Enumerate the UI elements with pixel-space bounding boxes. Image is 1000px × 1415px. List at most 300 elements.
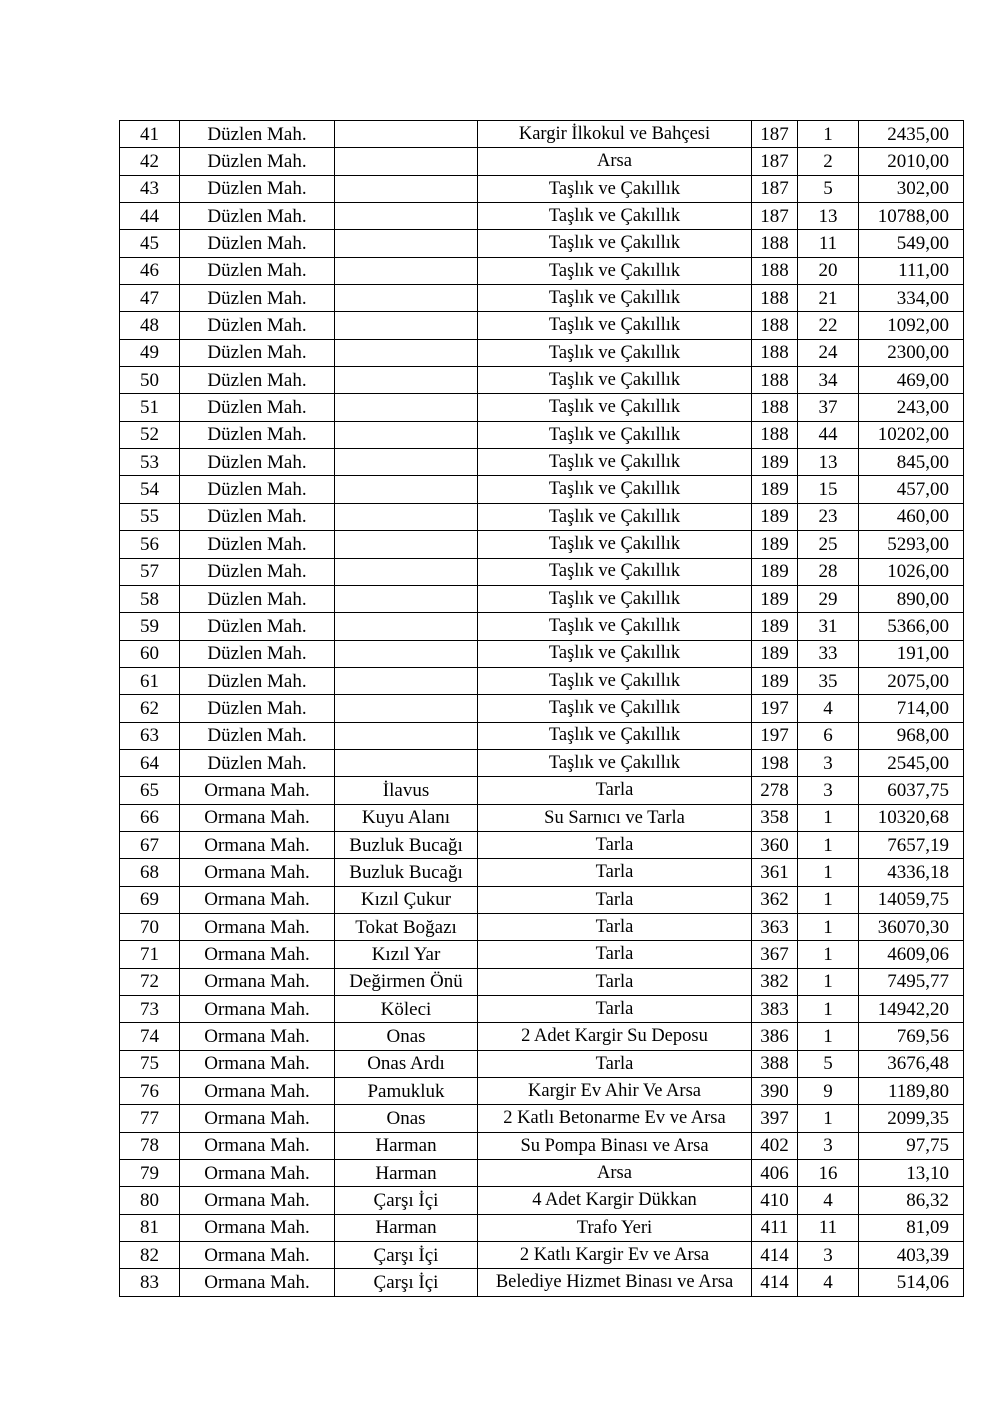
- locality-cell: [335, 667, 478, 694]
- neighborhood-cell: Düzlen Mah.: [180, 203, 335, 230]
- row-number-cell: 77: [120, 1105, 180, 1132]
- area-cell: 968,00: [859, 722, 964, 749]
- parcel-number-cell: 1: [798, 886, 859, 913]
- parcel-number-cell: 1: [798, 121, 859, 148]
- table-row: [120, 941, 964, 968]
- neighborhood-cell: Düzlen Mah.: [180, 285, 335, 312]
- area-cell: 4336,18: [859, 859, 964, 886]
- locality-cell: [335, 394, 478, 421]
- neighborhood-cell: Ormana Mah.: [180, 777, 335, 804]
- neighborhood-cell: Ormana Mah.: [180, 941, 335, 968]
- row-number-cell: 82: [120, 1242, 180, 1269]
- table-row: [120, 695, 964, 722]
- area-cell: 2300,00: [859, 339, 964, 366]
- property-type-cell: Taşlık ve Çakıllık: [478, 667, 752, 694]
- block-number-cell: 188: [752, 367, 798, 394]
- table-row: [120, 886, 964, 913]
- row-number-cell: 78: [120, 1132, 180, 1159]
- parcel-number-cell: 2: [798, 148, 859, 175]
- block-number-cell: 188: [752, 339, 798, 366]
- row-number-cell: 65: [120, 777, 180, 804]
- block-number-cell: 188: [752, 312, 798, 339]
- block-number-cell: 197: [752, 695, 798, 722]
- property-type-cell: Taşlık ve Çakıllık: [478, 367, 752, 394]
- property-type-cell: Taşlık ve Çakıllık: [478, 312, 752, 339]
- neighborhood-cell: Ormana Mah.: [180, 1187, 335, 1214]
- property-type-cell: Tarla: [478, 886, 752, 913]
- parcel-number-cell: 1: [798, 1023, 859, 1050]
- table-row: [120, 1214, 964, 1241]
- locality-cell: Çarşı İçi: [335, 1269, 478, 1296]
- parcel-number-cell: 1: [798, 859, 859, 886]
- locality-cell: [335, 476, 478, 503]
- row-number-cell: 48: [120, 312, 180, 339]
- block-number-cell: 367: [752, 941, 798, 968]
- neighborhood-cell: Düzlen Mah.: [180, 749, 335, 776]
- parcel-number-cell: 21: [798, 285, 859, 312]
- row-number-cell: 80: [120, 1187, 180, 1214]
- table-row: [120, 585, 964, 612]
- locality-cell: Çarşı İçi: [335, 1242, 478, 1269]
- locality-cell: İlavus: [335, 777, 478, 804]
- locality-cell: [335, 175, 478, 202]
- row-number-cell: 45: [120, 230, 180, 257]
- area-cell: 1026,00: [859, 558, 964, 585]
- table-row: [120, 257, 964, 284]
- locality-cell: [335, 449, 478, 476]
- locality-cell: [335, 148, 478, 175]
- locality-cell: [335, 312, 478, 339]
- property-type-cell: Kargir Ev Ahir Ve Arsa: [478, 1078, 752, 1105]
- neighborhood-cell: Düzlen Mah.: [180, 148, 335, 175]
- block-number-cell: 360: [752, 831, 798, 858]
- property-type-cell: 4 Adet Kargir Dükkan: [478, 1187, 752, 1214]
- property-type-cell: Arsa: [478, 1160, 752, 1187]
- table-row: [120, 121, 964, 148]
- property-type-cell: Trafo Yeri: [478, 1214, 752, 1241]
- locality-cell: Buzluk Bucağı: [335, 831, 478, 858]
- neighborhood-cell: Düzlen Mah.: [180, 121, 335, 148]
- locality-cell: Tokat Boğazı: [335, 913, 478, 940]
- row-number-cell: 44: [120, 203, 180, 230]
- block-number-cell: 188: [752, 230, 798, 257]
- table-row: [120, 1187, 964, 1214]
- table-row: [120, 1023, 964, 1050]
- area-cell: 81,09: [859, 1214, 964, 1241]
- neighborhood-cell: Düzlen Mah.: [180, 613, 335, 640]
- table-row: [120, 749, 964, 776]
- block-number-cell: 358: [752, 804, 798, 831]
- area-cell: 2075,00: [859, 667, 964, 694]
- block-number-cell: 187: [752, 175, 798, 202]
- table-row: [120, 722, 964, 749]
- locality-cell: [335, 640, 478, 667]
- area-cell: 2435,00: [859, 121, 964, 148]
- property-type-cell: Taşlık ve Çakıllık: [478, 230, 752, 257]
- row-number-cell: 55: [120, 503, 180, 530]
- property-type-cell: Kargir İlkokul ve Bahçesi: [478, 121, 752, 148]
- block-number-cell: 187: [752, 121, 798, 148]
- property-type-cell: Tarla: [478, 1050, 752, 1077]
- row-number-cell: 42: [120, 148, 180, 175]
- area-cell: 549,00: [859, 230, 964, 257]
- row-number-cell: 58: [120, 585, 180, 612]
- property-type-cell: Taşlık ve Çakıllık: [478, 503, 752, 530]
- parcel-number-cell: 3: [798, 749, 859, 776]
- block-number-cell: 189: [752, 640, 798, 667]
- property-type-cell: Taşlık ve Çakıllık: [478, 531, 752, 558]
- parcel-number-cell: 3: [798, 1132, 859, 1159]
- property-type-cell: Taşlık ve Çakıllık: [478, 175, 752, 202]
- neighborhood-cell: Düzlen Mah.: [180, 367, 335, 394]
- property-type-cell: Taşlık ve Çakıllık: [478, 695, 752, 722]
- parcel-number-cell: 1: [798, 831, 859, 858]
- area-cell: 1189,80: [859, 1078, 964, 1105]
- property-type-cell: Belediye Hizmet Binası ve Arsa: [478, 1269, 752, 1296]
- row-number-cell: 62: [120, 695, 180, 722]
- table-row: [120, 859, 964, 886]
- row-number-cell: 43: [120, 175, 180, 202]
- row-number-cell: 50: [120, 367, 180, 394]
- neighborhood-cell: Düzlen Mah.: [180, 558, 335, 585]
- parcel-number-cell: 29: [798, 585, 859, 612]
- block-number-cell: 362: [752, 886, 798, 913]
- neighborhood-cell: Düzlen Mah.: [180, 449, 335, 476]
- block-number-cell: 189: [752, 667, 798, 694]
- area-cell: 2545,00: [859, 749, 964, 776]
- locality-cell: [335, 613, 478, 640]
- property-type-cell: Taşlık ve Çakıllık: [478, 476, 752, 503]
- row-number-cell: 66: [120, 804, 180, 831]
- block-number-cell: 414: [752, 1242, 798, 1269]
- parcel-number-cell: 6: [798, 722, 859, 749]
- table-body: [120, 121, 964, 1297]
- locality-cell: Değirmen Önü: [335, 968, 478, 995]
- row-number-cell: 51: [120, 394, 180, 421]
- parcel-number-cell: 11: [798, 1214, 859, 1241]
- row-number-cell: 63: [120, 722, 180, 749]
- neighborhood-cell: Düzlen Mah.: [180, 257, 335, 284]
- parcel-number-cell: 15: [798, 476, 859, 503]
- locality-cell: Kızıl Çukur: [335, 886, 478, 913]
- row-number-cell: 76: [120, 1078, 180, 1105]
- property-type-cell: Taşlık ve Çakıllık: [478, 257, 752, 284]
- property-type-cell: 2 Katlı Betonarme Ev ve Arsa: [478, 1105, 752, 1132]
- row-number-cell: 79: [120, 1160, 180, 1187]
- property-type-cell: Tarla: [478, 968, 752, 995]
- area-cell: 4609,06: [859, 941, 964, 968]
- row-number-cell: 72: [120, 968, 180, 995]
- neighborhood-cell: Ormana Mah.: [180, 804, 335, 831]
- property-type-cell: Taşlık ve Çakıllık: [478, 394, 752, 421]
- parcel-number-cell: 24: [798, 339, 859, 366]
- area-cell: 10788,00: [859, 203, 964, 230]
- table-row: [120, 968, 964, 995]
- parcel-number-cell: 3: [798, 1242, 859, 1269]
- locality-cell: [335, 558, 478, 585]
- locality-cell: [335, 503, 478, 530]
- area-cell: 334,00: [859, 285, 964, 312]
- block-number-cell: 406: [752, 1160, 798, 1187]
- neighborhood-cell: Düzlen Mah.: [180, 339, 335, 366]
- area-cell: 469,00: [859, 367, 964, 394]
- table-row: [120, 285, 964, 312]
- table-row: [120, 996, 964, 1023]
- locality-cell: [335, 121, 478, 148]
- block-number-cell: 198: [752, 749, 798, 776]
- area-cell: 2010,00: [859, 148, 964, 175]
- neighborhood-cell: Ormana Mah.: [180, 996, 335, 1023]
- area-cell: 890,00: [859, 585, 964, 612]
- locality-cell: [335, 722, 478, 749]
- area-cell: 3676,48: [859, 1050, 964, 1077]
- neighborhood-cell: Düzlen Mah.: [180, 394, 335, 421]
- neighborhood-cell: Düzlen Mah.: [180, 230, 335, 257]
- neighborhood-cell: Ormana Mah.: [180, 1214, 335, 1241]
- table-row: [120, 531, 964, 558]
- row-number-cell: 74: [120, 1023, 180, 1050]
- locality-cell: Pamukluk: [335, 1078, 478, 1105]
- property-type-cell: Su Pompa Binası ve Arsa: [478, 1132, 752, 1159]
- block-number-cell: 361: [752, 859, 798, 886]
- area-cell: 14059,75: [859, 886, 964, 913]
- area-cell: 97,75: [859, 1132, 964, 1159]
- neighborhood-cell: Ormana Mah.: [180, 859, 335, 886]
- parcel-number-cell: 1: [798, 996, 859, 1023]
- table-row: [120, 613, 964, 640]
- neighborhood-cell: Ormana Mah.: [180, 913, 335, 940]
- locality-cell: Köleci: [335, 996, 478, 1023]
- locality-cell: [335, 367, 478, 394]
- row-number-cell: 52: [120, 421, 180, 448]
- neighborhood-cell: Ormana Mah.: [180, 831, 335, 858]
- neighborhood-cell: Ormana Mah.: [180, 886, 335, 913]
- neighborhood-cell: Düzlen Mah.: [180, 585, 335, 612]
- locality-cell: [335, 257, 478, 284]
- parcel-number-cell: 1: [798, 913, 859, 940]
- row-number-cell: 81: [120, 1214, 180, 1241]
- table-row: [120, 1132, 964, 1159]
- parcel-number-cell: 20: [798, 257, 859, 284]
- parcel-number-cell: 44: [798, 421, 859, 448]
- parcel-number-cell: 1: [798, 804, 859, 831]
- table-row: [120, 1160, 964, 1187]
- table-row: [120, 503, 964, 530]
- table-row: [120, 312, 964, 339]
- neighborhood-cell: Düzlen Mah.: [180, 503, 335, 530]
- property-type-cell: Taşlık ve Çakıllık: [478, 558, 752, 585]
- property-type-cell: Tarla: [478, 777, 752, 804]
- neighborhood-cell: Ormana Mah.: [180, 1242, 335, 1269]
- property-type-cell: Taşlık ve Çakıllık: [478, 421, 752, 448]
- row-number-cell: 83: [120, 1269, 180, 1296]
- area-cell: 769,56: [859, 1023, 964, 1050]
- locality-cell: [335, 421, 478, 448]
- block-number-cell: 363: [752, 913, 798, 940]
- locality-cell: [335, 531, 478, 558]
- property-type-cell: Arsa: [478, 148, 752, 175]
- neighborhood-cell: Düzlen Mah.: [180, 531, 335, 558]
- row-number-cell: 64: [120, 749, 180, 776]
- area-cell: 5366,00: [859, 613, 964, 640]
- neighborhood-cell: Düzlen Mah.: [180, 640, 335, 667]
- parcel-number-cell: 34: [798, 367, 859, 394]
- property-type-cell: Tarla: [478, 941, 752, 968]
- area-cell: 460,00: [859, 503, 964, 530]
- property-type-cell: Tarla: [478, 996, 752, 1023]
- neighborhood-cell: Ormana Mah.: [180, 1050, 335, 1077]
- property-type-cell: 2 Katlı Kargir Ev ve Arsa: [478, 1242, 752, 1269]
- parcel-number-cell: 13: [798, 203, 859, 230]
- table-row: [120, 175, 964, 202]
- property-type-cell: Tarla: [478, 831, 752, 858]
- parcel-number-cell: 16: [798, 1160, 859, 1187]
- property-type-cell: Tarla: [478, 913, 752, 940]
- parcel-number-cell: 4: [798, 1187, 859, 1214]
- neighborhood-cell: Düzlen Mah.: [180, 421, 335, 448]
- row-number-cell: 75: [120, 1050, 180, 1077]
- block-number-cell: 188: [752, 285, 798, 312]
- area-cell: 14942,20: [859, 996, 964, 1023]
- locality-cell: Onas: [335, 1105, 478, 1132]
- parcel-number-cell: 25: [798, 531, 859, 558]
- row-number-cell: 60: [120, 640, 180, 667]
- locality-cell: Kızıl Yar: [335, 941, 478, 968]
- block-number-cell: 189: [752, 613, 798, 640]
- neighborhood-cell: Düzlen Mah.: [180, 695, 335, 722]
- row-number-cell: 59: [120, 613, 180, 640]
- table-row: [120, 367, 964, 394]
- block-number-cell: 189: [752, 585, 798, 612]
- block-number-cell: 383: [752, 996, 798, 1023]
- locality-cell: [335, 695, 478, 722]
- locality-cell: [335, 203, 478, 230]
- table-row: [120, 640, 964, 667]
- parcel-number-cell: 1: [798, 1105, 859, 1132]
- neighborhood-cell: Ormana Mah.: [180, 1132, 335, 1159]
- row-number-cell: 71: [120, 941, 180, 968]
- neighborhood-cell: Ormana Mah.: [180, 1160, 335, 1187]
- locality-cell: Onas Ardı: [335, 1050, 478, 1077]
- property-type-cell: Taşlık ve Çakıllık: [478, 613, 752, 640]
- table-row: [120, 804, 964, 831]
- area-cell: 302,00: [859, 175, 964, 202]
- property-type-cell: Taşlık ve Çakıllık: [478, 339, 752, 366]
- parcel-number-cell: 35: [798, 667, 859, 694]
- parcel-number-cell: 4: [798, 695, 859, 722]
- table-row: [120, 1050, 964, 1077]
- parcel-number-cell: 11: [798, 230, 859, 257]
- block-number-cell: 189: [752, 449, 798, 476]
- block-number-cell: 397: [752, 1105, 798, 1132]
- locality-cell: [335, 585, 478, 612]
- parcel-number-cell: 5: [798, 175, 859, 202]
- table-row: [120, 339, 964, 366]
- property-type-cell: Taşlık ve Çakıllık: [478, 585, 752, 612]
- row-number-cell: 57: [120, 558, 180, 585]
- row-number-cell: 67: [120, 831, 180, 858]
- table-row: [120, 394, 964, 421]
- property-type-cell: Tarla: [478, 859, 752, 886]
- table-row: [120, 203, 964, 230]
- parcel-number-cell: 3: [798, 777, 859, 804]
- property-type-cell: Taşlık ve Çakıllık: [478, 640, 752, 667]
- area-cell: 7495,77: [859, 968, 964, 995]
- property-type-cell: Taşlık ve Çakıllık: [478, 722, 752, 749]
- table-row: [120, 558, 964, 585]
- table-row: [120, 831, 964, 858]
- area-cell: 2099,35: [859, 1105, 964, 1132]
- property-type-cell: 2 Adet Kargir Su Deposu: [478, 1023, 752, 1050]
- block-number-cell: 188: [752, 421, 798, 448]
- area-cell: 36070,30: [859, 913, 964, 940]
- property-type-cell: Su Sarnıcı ve Tarla: [478, 804, 752, 831]
- neighborhood-cell: Düzlen Mah.: [180, 667, 335, 694]
- block-number-cell: 189: [752, 476, 798, 503]
- row-number-cell: 53: [120, 449, 180, 476]
- area-cell: 845,00: [859, 449, 964, 476]
- table-row: [120, 449, 964, 476]
- row-number-cell: 70: [120, 913, 180, 940]
- table-row: [120, 1242, 964, 1269]
- block-number-cell: 189: [752, 558, 798, 585]
- locality-cell: Harman: [335, 1132, 478, 1159]
- parcel-number-cell: 13: [798, 449, 859, 476]
- neighborhood-cell: Düzlen Mah.: [180, 312, 335, 339]
- row-number-cell: 49: [120, 339, 180, 366]
- locality-cell: [335, 339, 478, 366]
- table-row: [120, 421, 964, 448]
- locality-cell: Onas: [335, 1023, 478, 1050]
- block-number-cell: 390: [752, 1078, 798, 1105]
- locality-cell: Çarşı İçi: [335, 1187, 478, 1214]
- locality-cell: Buzluk Bucağı: [335, 859, 478, 886]
- locality-cell: Kuyu Alanı: [335, 804, 478, 831]
- row-number-cell: 41: [120, 121, 180, 148]
- locality-cell: [335, 749, 478, 776]
- area-cell: 714,00: [859, 695, 964, 722]
- parcel-number-cell: 1: [798, 941, 859, 968]
- area-cell: 10320,68: [859, 804, 964, 831]
- table-row: [120, 476, 964, 503]
- table-row: [120, 1105, 964, 1132]
- area-cell: 86,32: [859, 1187, 964, 1214]
- parcel-number-cell: 37: [798, 394, 859, 421]
- table-row: [120, 777, 964, 804]
- property-type-cell: Taşlık ve Çakıllık: [478, 449, 752, 476]
- block-number-cell: 188: [752, 257, 798, 284]
- neighborhood-cell: Ormana Mah.: [180, 1105, 335, 1132]
- row-number-cell: 56: [120, 531, 180, 558]
- area-cell: 111,00: [859, 257, 964, 284]
- parcel-number-cell: 31: [798, 613, 859, 640]
- block-number-cell: 411: [752, 1214, 798, 1241]
- block-number-cell: 189: [752, 503, 798, 530]
- property-type-cell: Taşlık ve Çakıllık: [478, 749, 752, 776]
- neighborhood-cell: Ormana Mah.: [180, 1078, 335, 1105]
- area-cell: 13,10: [859, 1160, 964, 1187]
- neighborhood-cell: Düzlen Mah.: [180, 476, 335, 503]
- area-cell: 7657,19: [859, 831, 964, 858]
- block-number-cell: 410: [752, 1187, 798, 1214]
- block-number-cell: 382: [752, 968, 798, 995]
- block-number-cell: 187: [752, 203, 798, 230]
- parcel-number-cell: 22: [798, 312, 859, 339]
- area-cell: 191,00: [859, 640, 964, 667]
- property-table: [119, 120, 964, 1297]
- parcel-number-cell: 5: [798, 1050, 859, 1077]
- parcel-number-cell: 4: [798, 1269, 859, 1296]
